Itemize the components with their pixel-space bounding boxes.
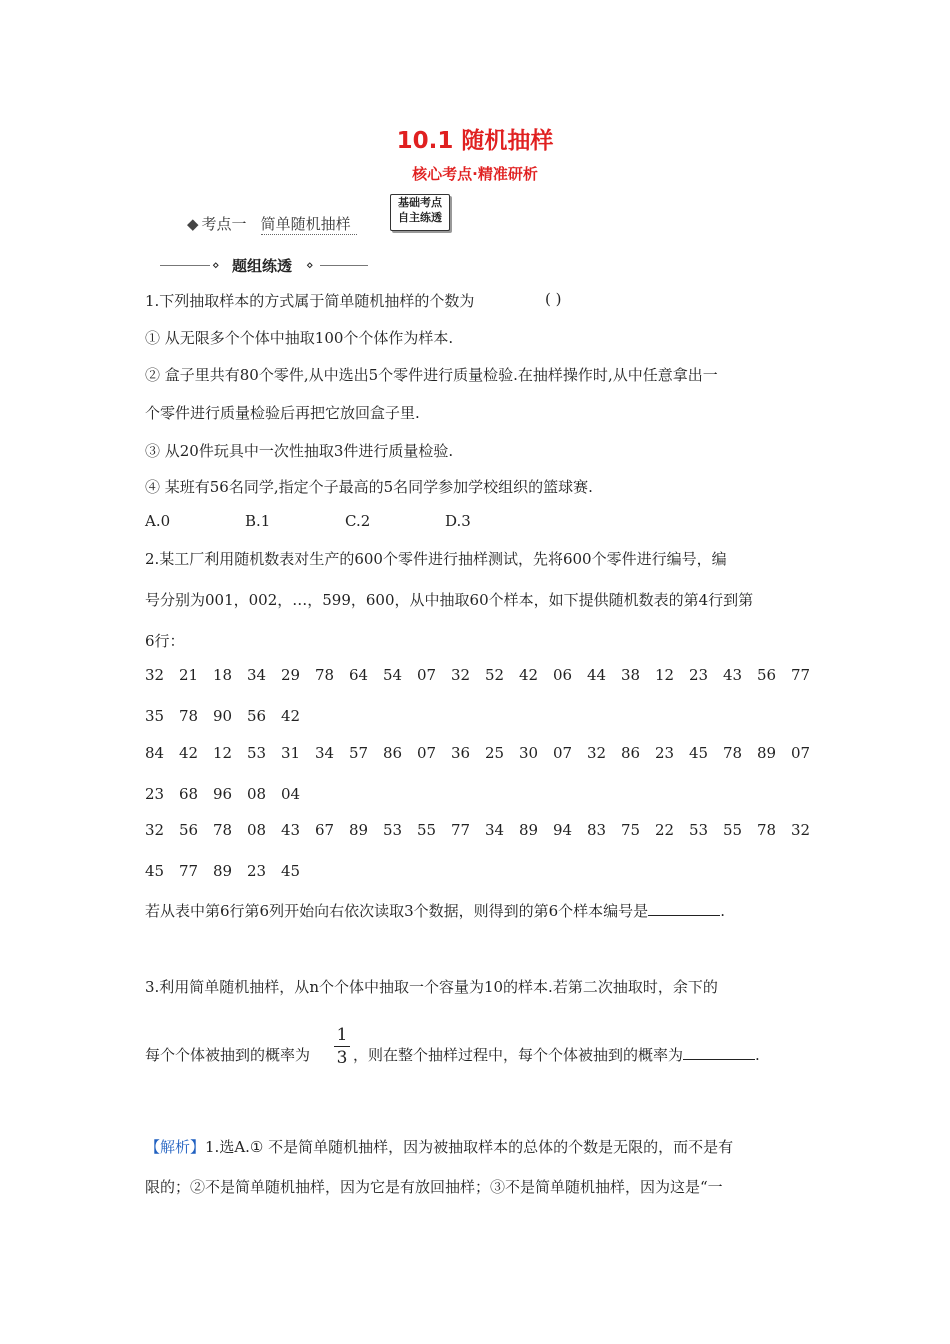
table-cell: 56 [179,821,199,839]
fraction-denominator: 3 [336,1048,348,1068]
table-cell: 68 [179,785,199,803]
table-cell: 22 [655,821,675,839]
table-cell: 23 [145,785,165,803]
page-title: 10.1 随机抽样 [396,128,554,154]
q3-fraction [334,1026,350,1067]
table-cell: 32 [145,821,165,839]
table-cell: 53 [247,744,267,762]
table-cell: 90 [213,707,233,725]
q1-item-2a: ② 盒子里共有80个零件,从中选出5个零件进行质量检验.在抽样操作时,从中任意拿出一 [145,366,718,384]
q2-end: . [720,902,725,920]
ornament-left-icon: ⋄ [212,258,220,272]
table-cell: 07 [417,666,437,684]
table-cell: 56 [247,707,267,725]
q2-question [145,900,725,921]
table-cell: 18 [213,666,233,684]
table-cell: 31 [281,744,301,762]
q1-answer-bracket: ( ) [545,290,562,308]
table-cell: 94 [553,821,573,839]
table-cell: 34 [315,744,335,762]
table-cell: 77 [791,666,811,684]
q1-item-3: ③ 从20件玩具中一次性抽取3件进行质量检验. [145,442,454,460]
table-cell: 32 [145,666,165,684]
table-cell: 52 [485,666,505,684]
table-cell: 12 [655,666,675,684]
table-cell: 35 [145,707,165,725]
table-cell: 42 [519,666,539,684]
table-cell: 55 [723,821,743,839]
table-cell: 57 [349,744,369,762]
table-cell: 89 [349,821,369,839]
q3-line-2b-text: ，则在整个抽样过程中，每个个体被抽到的概率为 [353,1046,684,1064]
table-cell: 34 [485,821,505,839]
table-cell: 38 [621,666,641,684]
divider-left [160,265,210,266]
table-cell: 45 [689,744,709,762]
table-cell: 44 [587,666,607,684]
divider-right [320,265,368,266]
table-cell: 32 [791,821,811,839]
q1-item-2b: 个零件进行质量检验后再把它放回盒子里. [145,404,420,422]
kaodian-name: 简单随机抽样 [261,215,357,235]
fraction-bar [334,1046,350,1047]
table-cell: 89 [757,744,777,762]
table-cell: 78 [179,707,199,725]
table-cell: 86 [621,744,641,762]
diamond-icon: ◆ [187,215,199,233]
kaodian-badge [390,194,450,231]
table-cell: 36 [451,744,471,762]
analysis-line-2: 限的；②不是简单随机抽样，因为它是有放回抽样；③不是简单随机抽样，因为这是“一 [145,1178,723,1196]
q1-item-1: ① 从无限多个个体中抽取100个个体作为样本. [145,329,454,347]
table-cell: 89 [213,862,233,880]
table-cell: 23 [247,862,267,880]
q1-stem [145,290,474,311]
table-cell: 77 [451,821,471,839]
table-cell: 96 [213,785,233,803]
table-cell: 42 [281,707,301,725]
table-cell: 23 [655,744,675,762]
table-cell: 78 [213,821,233,839]
badge-line2: 自主练透 [398,211,442,224]
q1-option-d: D.3 [445,512,471,530]
table-cell: 67 [315,821,335,839]
table-cell: 06 [553,666,573,684]
table-cell: 30 [519,744,539,762]
table-cell: 07 [553,744,573,762]
table-cell: 78 [315,666,335,684]
q2-answer-blank[interactable] [648,901,720,916]
table-cell: 29 [281,666,301,684]
table-cell: 32 [451,666,471,684]
table-cell: 42 [179,744,199,762]
q3-line-1: 3.利用简单随机抽样，从n个个体中抽取一个容量为10的样本.若第二次抽取时，余下的 [145,978,718,996]
q1-option-a: A.0 [145,512,171,530]
table-cell: 54 [383,666,403,684]
table-cell: 07 [417,744,437,762]
kaodian-heading [187,213,357,234]
ornament-right-icon: ⋄ [306,258,314,272]
table-cell: 75 [621,821,641,839]
fraction-numerator: 1 [336,1025,348,1045]
table-cell: 25 [485,744,505,762]
table-cell: 53 [383,821,403,839]
table-cell: 08 [247,821,267,839]
kaodian-label: 考点一 [201,215,247,233]
analysis-line-1-text: 1.选A.① 不是简单随机抽样，因为被抽取样本的总体的个数是无限的，而不是有 [205,1138,734,1156]
table-cell: 64 [349,666,369,684]
table-cell: 08 [247,785,267,803]
badge-line1: 基础考点 [398,196,442,209]
q3-line-2a: 每个个体被抽到的概率为 [145,1046,311,1064]
table-cell: 78 [723,744,743,762]
table-cell: 55 [417,821,437,839]
table-cell: 86 [383,744,403,762]
table-cell: 43 [281,821,301,839]
group-heading [160,256,370,276]
q1-option-c: C.2 [345,512,371,530]
table-cell: 89 [519,821,539,839]
q1-item-4: ④ 某班有56名同学,指定个子最高的5名同学参加学校组织的篮球赛. [145,478,593,496]
q1-stem-text: 1.下列抽取样本的方式属于简单随机抽样的个数为 [145,292,475,310]
table-cell: 23 [689,666,709,684]
table-cell: 34 [247,666,267,684]
q1-option-b: B.1 [245,512,271,530]
table-cell: 77 [179,862,199,880]
analysis-tag: 【解析】 [145,1138,206,1156]
table-cell: 78 [757,821,777,839]
q2-ask-text: 若从表中第6行第6列开始向右依次读取3个数据，则得到的第6个样本编号是 [145,902,649,920]
group-label: 题组练透 [232,257,293,275]
q3-end: . [755,1046,760,1064]
q2-line-3: 6行： [145,632,185,650]
table-cell: 07 [791,744,811,762]
table-cell: 84 [145,744,165,762]
table-cell: 56 [757,666,777,684]
table-cell: 43 [723,666,743,684]
table-cell: 45 [145,862,165,880]
table-cell: 45 [281,862,301,880]
table-cell: 04 [281,785,301,803]
table-cell: 32 [587,744,607,762]
table-cell: 12 [213,744,233,762]
q2-line-2: 号分别为001，002，…，599，600，从中抽取60个样本，如下提供随机数表的第4行到第 [145,591,754,609]
table-cell: 21 [179,666,199,684]
analysis-line-1 [145,1136,733,1157]
q3-answer-blank[interactable] [683,1045,755,1060]
table-cell: 53 [689,821,709,839]
section-subtitle: 核心考点·精准研析 [412,165,538,183]
q2-line-1: 2.某工厂利用随机数表对生产的600个零件进行抽样测试，先将600个零件进行编号，编 [145,550,727,568]
q3-line-2b [353,1044,760,1065]
table-cell: 83 [587,821,607,839]
